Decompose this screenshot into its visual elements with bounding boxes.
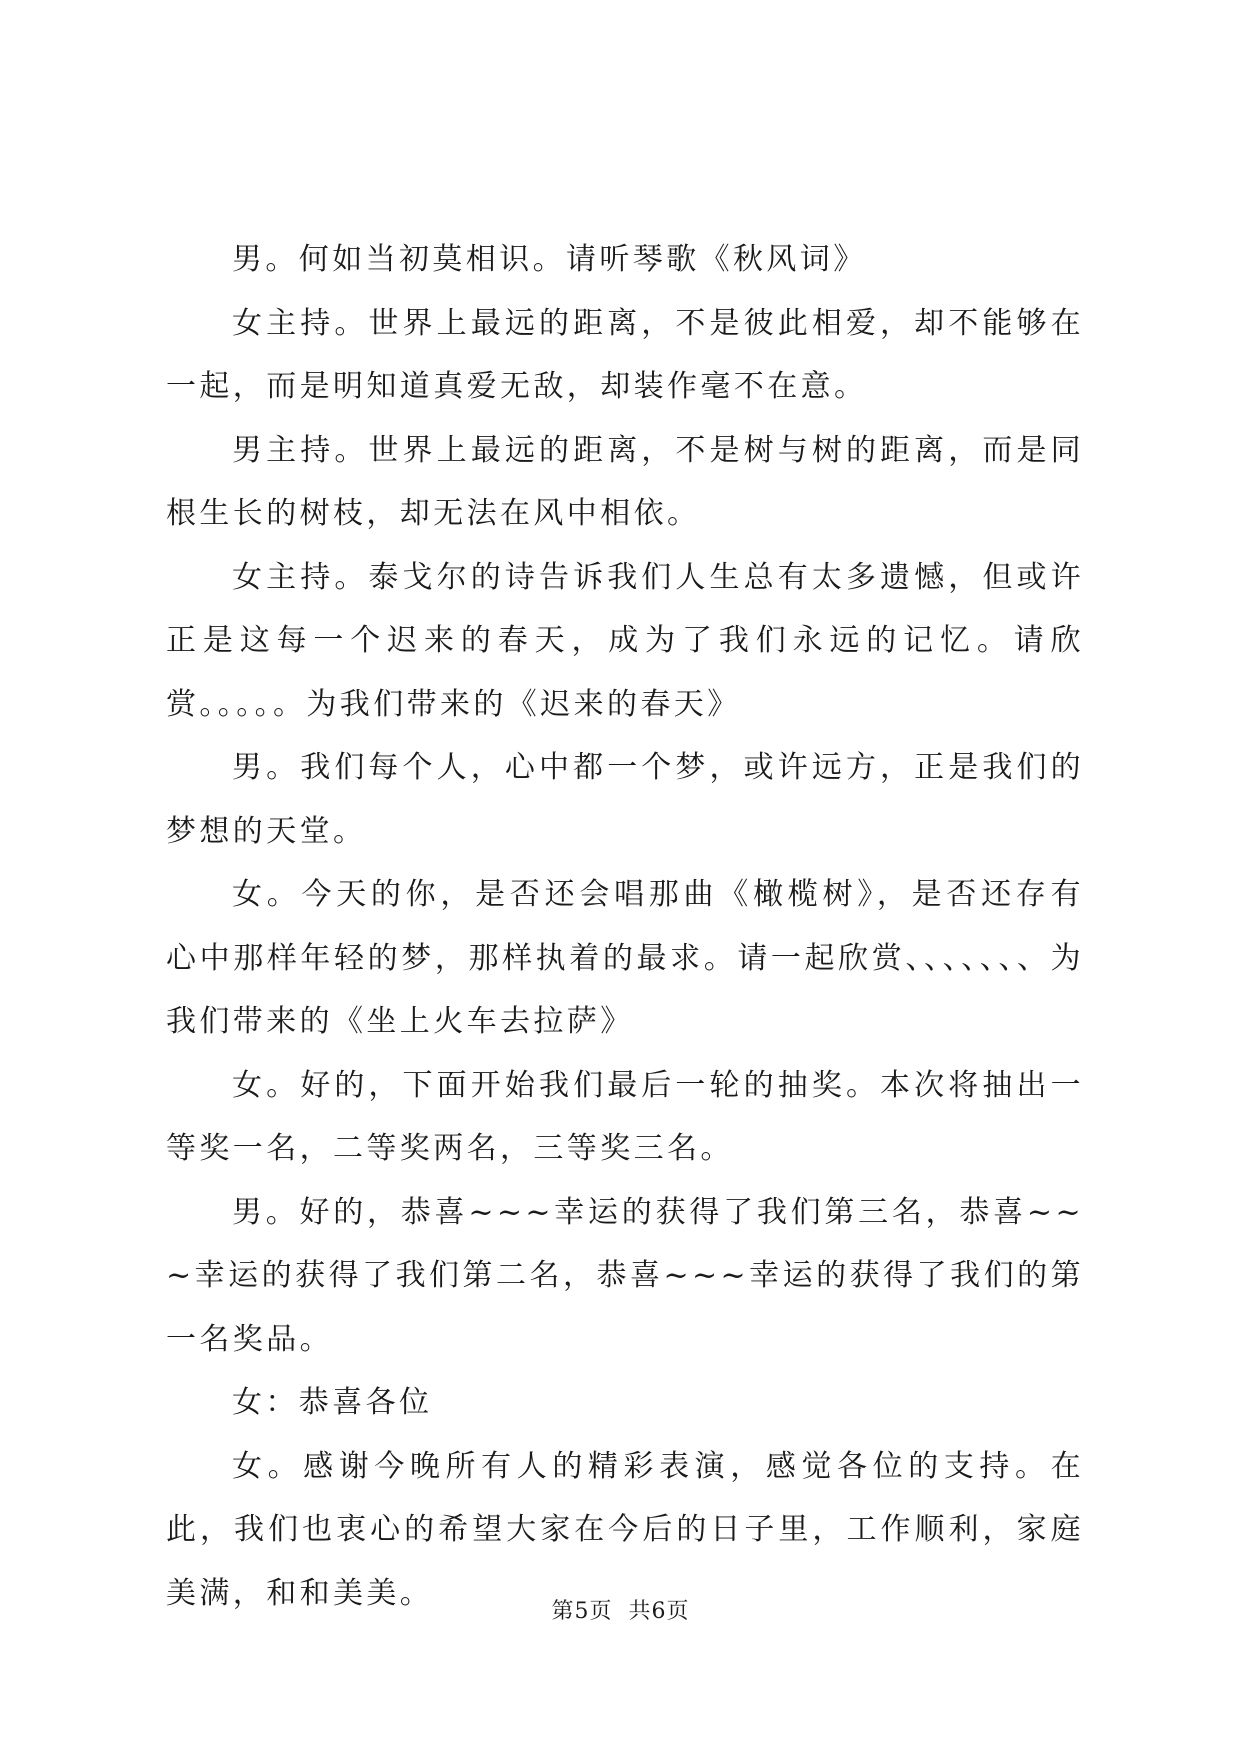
- paragraph: 男。何如当初莫相识。请听琴歌《秋风词》: [232, 242, 867, 277]
- paragraph: 女：恭喜各位: [232, 1385, 433, 1420]
- current-page-number: 第5页: [551, 1599, 613, 1624]
- paragraph: 女。今天的你，是否还会唱那曲《橄榄树》，是否还存有心中那样年轻的梦，那样执着的最求。请一起欣赏、、、、、、、为我们带来的《坐上火车去拉萨》: [166, 877, 1084, 1039]
- document-body: [166, 228, 1084, 1625]
- paragraph: 男。好的，恭喜~~~幸运的获得了我们第三名，恭喜~~~幸运的获得了我们第二名，恭喜~~~幸运的获得了我们的第一名奖品。: [166, 1194, 1084, 1357]
- total-page-count: 共6页: [628, 1599, 690, 1624]
- paragraph: 男主持。世界上最远的距离，不是树与树的距离，而是同根生长的树枝，却无法在风中相依。: [166, 432, 1084, 531]
- paragraph: 男。我们每个人，心中都一个梦，或许远方，正是我们的梦想的天堂。: [166, 750, 1084, 849]
- paragraph: 女。好的，下面开始我们最后一轮的抽奖。本次将抽出一等奖一名，二等奖两名，三等奖三名。: [166, 1067, 1084, 1166]
- paragraph: 女主持。世界上最远的距离，不是彼此相爱，却不能够在一起，而是明知道真爱无敌，却装作毫不在意。: [166, 305, 1084, 404]
- paragraph: 女。感谢今晚所有人的精彩表演，感觉各位的支持。在此，我们也衷心的希望大家在今后的日子里，工作顺利，家庭美满，和和美美。: [166, 1448, 1084, 1611]
- paragraph: 女主持。泰戈尔的诗告诉我们人生总有太多遗憾，但或许正是这每一个迟来的春天，成为了我们永远的记忆。请欣赏。。。。。为我们带来的《迟来的春天》: [166, 559, 1084, 722]
- page-footer: [0, 1594, 1241, 1625]
